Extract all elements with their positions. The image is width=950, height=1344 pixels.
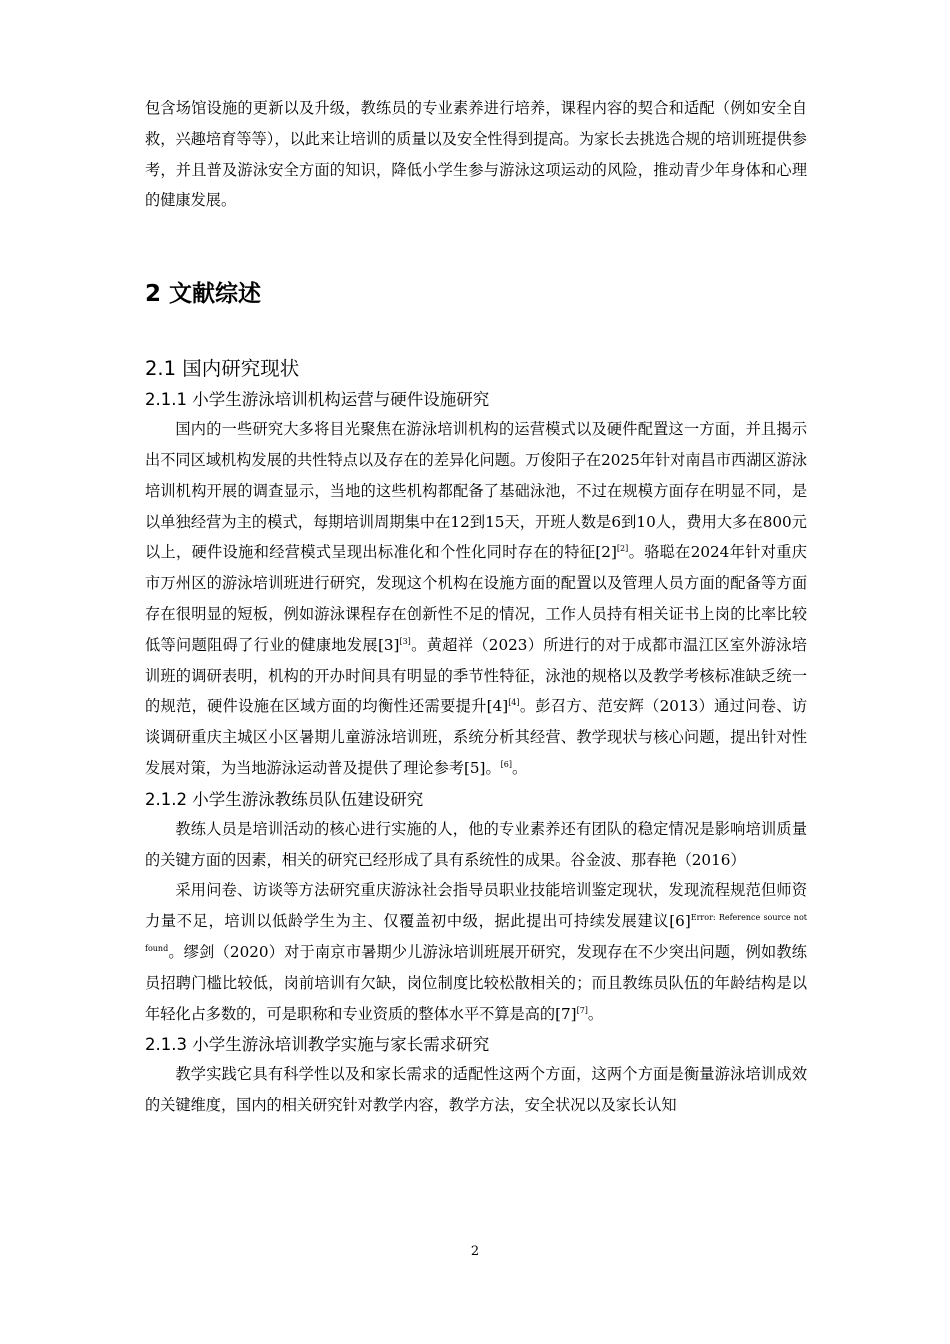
text-run: 。彭召方、范安辉（2013）通过问卷、访谈调研重庆主城区小区暑期儿童游泳培训班，系统分析其经营、教学现状与核心问题，提出针对性发展对策，为当地游泳运动普及提供了理论参考[5]。: [145, 697, 808, 777]
text-run: 。: [587, 1004, 604, 1023]
paragraph-2-1-2a: 教练人员是培训活动的核心进行实施的人，他的专业素养还有团队的稳定情况是影响培训质量的关键方面的因素，相关的研究已经形成了具有系统性的成果。谷金波、那春艳（2016）: [145, 819, 807, 869]
text-run: 。缪剑（2020）对于南京市暑期少儿游泳培训班展开研究，发现存在不少突出问题，例如教练员招聘门槛比较低，岗前培训有欠缺，岗位制度比较松散相关的；而且教练员队伍的年龄结构是以年轻化占多数的，可是职称和专业资质的整体水平不算是高的[7]: [145, 942, 807, 1023]
citation-superscript: [4]: [508, 698, 520, 708]
chapter-heading: 2 文献综述: [145, 281, 262, 308]
section-heading-2-1: 2.1 国内研究现状: [145, 357, 300, 381]
document-body: [145, 93, 807, 1121]
citation-superscript: Error: Reference source not found: [145, 913, 807, 953]
text-run: 。黄超祥（2023）所进行的对于成都市温江区室外游泳培训班的调研表明，机构的开办时间具有明显的季节性特征，泳池的规格以及教学考核标准缺乏统一的规范，硬件设施在区域方面的均衡性还需要提升[4]: [145, 635, 807, 716]
intro-paragraph: 包含场馆设施的更新以及升级，教练员的专业素养进行培养，课程内容的契合和适配（例如安全自救，兴趣培育等等），以此来让培训的质量以及安全性得到提高。为家长去挑选合规的培训班提供参考，并且普及游泳安全方面的知识，降低小学生参与游泳这项运动的风险，推动青少年身体和心理的健康发展。: [145, 99, 807, 210]
citation-superscript: [6]: [500, 759, 512, 769]
text-run: 采用问卷、访谈等方法研究重庆游泳社会指导员职业技能培训鉴定现状，发现流程规范但师资力量不足，培训以低龄学生为主、仅覆盖初中级，据此提出可持续发展建议[6]: [145, 881, 807, 931]
subsection-heading-2-1-2: 2.1.2 小学生游泳教练员队伍建设研究: [145, 789, 424, 809]
citation-superscript: [2]: [616, 544, 629, 554]
text-run: 国内的一些研究大多将目光聚焦在游泳培训机构的运营模式以及硬件配置这一方面，并且揭示出不同区域机构发展的共性特点以及存在的差异化问题。万俊阳子在2025年针对南昌市西湖区游泳培训机构开展的调查显示，当地的这些机构都配备了基础泳池，不过在规模方面存在明显不同，是以单独经营为主的模式，每期培训周期集中在12到15天，开班人数是6到10人，费用大多在800元以上，硬件设施和经营模式呈现出标准化和个性化同时存在的特征[2]: [145, 420, 807, 562]
subsection-heading-2-1-1: 2.1.1 小学生游泳培训机构运营与硬件设施研究: [145, 390, 490, 410]
paragraph-2-1-3: 教学实践它具有科学性以及和家长需求的适配性这两个方面，这两个方面是衡量游泳培训成效的关键维度，国内的相关研究针对教学内容，教学方法，安全状况以及家长认知: [145, 1065, 807, 1115]
paragraph-2-1-2b: [145, 875, 807, 1029]
page-number: 2: [470, 1244, 480, 1259]
text-run: 。: [511, 758, 528, 777]
paragraph-2-1-1: [145, 414, 807, 784]
citation-superscript: [3]: [399, 636, 411, 646]
subsection-heading-2-1-3: 2.1.3 小学生游泳培训教学实施与家长需求研究: [145, 1035, 490, 1055]
citation-superscript: [7]: [576, 1005, 588, 1015]
text-run: 。骆聪在2024年针对重庆市万州区的游泳培训班进行研究，发现这个机构在设施方面的配置以及管理人员方面的配备等方面存在很明显的短板，例如游泳课程存在创新性不足的情况，工作人员持有相关证书上岗的比率比较低等问题阻碍了行业的健康地发展[3]: [145, 543, 807, 654]
